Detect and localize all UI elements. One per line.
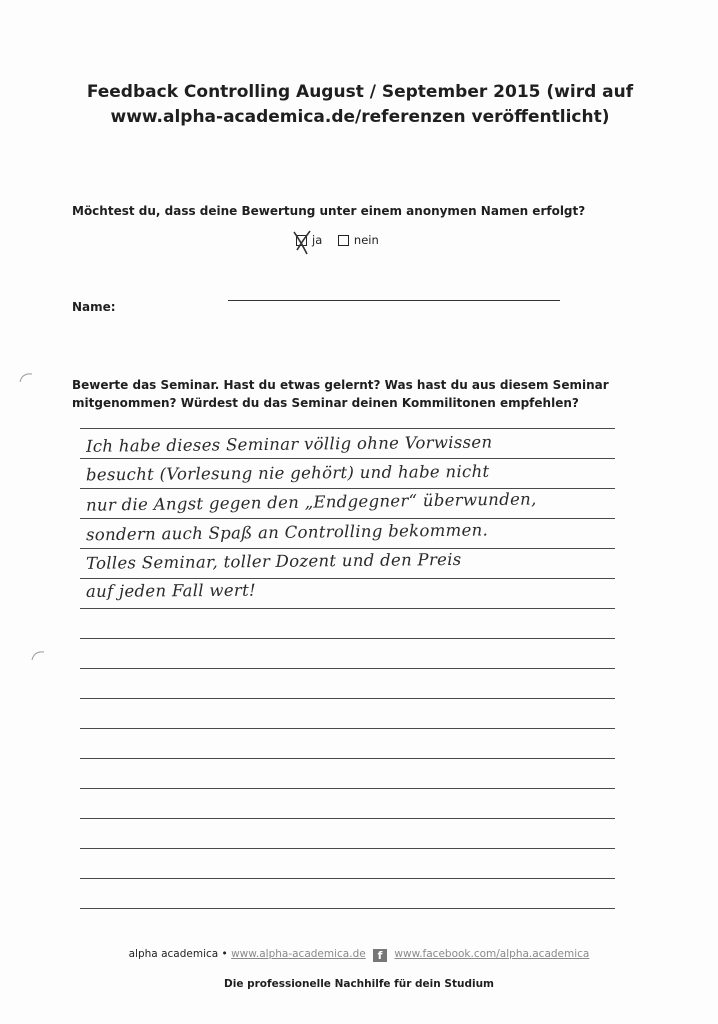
form-title-line1: Feedback Controlling August / September 2015 (wird auf (86, 82, 634, 102)
review-question-line2: mitgenommen? Würdest du das Seminar deinen Kommilitonen empfehlen? (72, 396, 579, 410)
checkbox-empty-icon[interactable] (338, 235, 349, 246)
answer-rule (80, 698, 615, 699)
handwritten-x-mark (291, 228, 315, 256)
answer-rule (80, 668, 615, 669)
footer-brand: alpha academica (128, 948, 219, 960)
handwritten-answer-line: Ich habe dieses Seminar völlig ohne Vorwissen (85, 432, 493, 456)
facebook-icon: f (373, 949, 387, 962)
punch-hole-mark (18, 370, 34, 386)
answer-rule (80, 428, 615, 429)
answer-rule (80, 638, 615, 639)
answer-rule (80, 458, 615, 459)
anonymity-options (296, 233, 391, 249)
facebook-link[interactable]: www.facebook.com/alpha.academica (394, 948, 590, 960)
answer-rule (80, 788, 615, 789)
review-question-line1: Bewerte das Seminar. Hast du etwas gelernt? Was hast du aus diesem Seminar (72, 378, 609, 392)
handwritten-answer-line: nur die Angst gegen den „Endgegner“ überwunden, (85, 489, 537, 515)
handwritten-answer-line: Tolles Seminar, toller Dozent und den Preis (85, 549, 462, 573)
form-title-line2: www.alpha-academica.de/referenzen veröffentlicht) (110, 107, 610, 127)
anonymity-question: Möchtest du, dass deine Bewertung unter einem anonymen Namen erfolgt? (72, 204, 586, 218)
handwritten-answer-line: auf jeden Fall wert! (85, 580, 256, 601)
name-field[interactable] (228, 300, 560, 301)
footer-links (0, 948, 718, 962)
answer-rule (80, 608, 615, 609)
handwritten-answer-line: besucht (Vorlesung nie gehört) und habe nicht (85, 461, 490, 485)
answer-rule (80, 818, 615, 819)
handwritten-answer-line: sondern auch Spaß an Controlling bekommen. (85, 520, 489, 545)
website-link[interactable]: www.alpha-academica.de (231, 948, 366, 960)
form-title (40, 80, 680, 130)
answer-rule (80, 728, 615, 729)
footer-separator: • (221, 948, 228, 960)
review-question (72, 376, 632, 412)
checkbox-checked-icon[interactable] (296, 235, 307, 246)
punch-hole-mark (30, 648, 46, 664)
footer-tagline: Die professionelle Nachhilfe für dein Studium (224, 978, 494, 990)
answer-rule (80, 878, 615, 879)
answer-rule (80, 848, 615, 849)
answer-rule (80, 758, 615, 759)
option-no[interactable] (338, 233, 379, 247)
answer-rule (80, 908, 615, 909)
option-yes-label: ja (312, 233, 323, 247)
name-label: Name: (72, 300, 116, 314)
option-yes[interactable] (296, 233, 322, 247)
option-no-label: nein (353, 233, 379, 247)
